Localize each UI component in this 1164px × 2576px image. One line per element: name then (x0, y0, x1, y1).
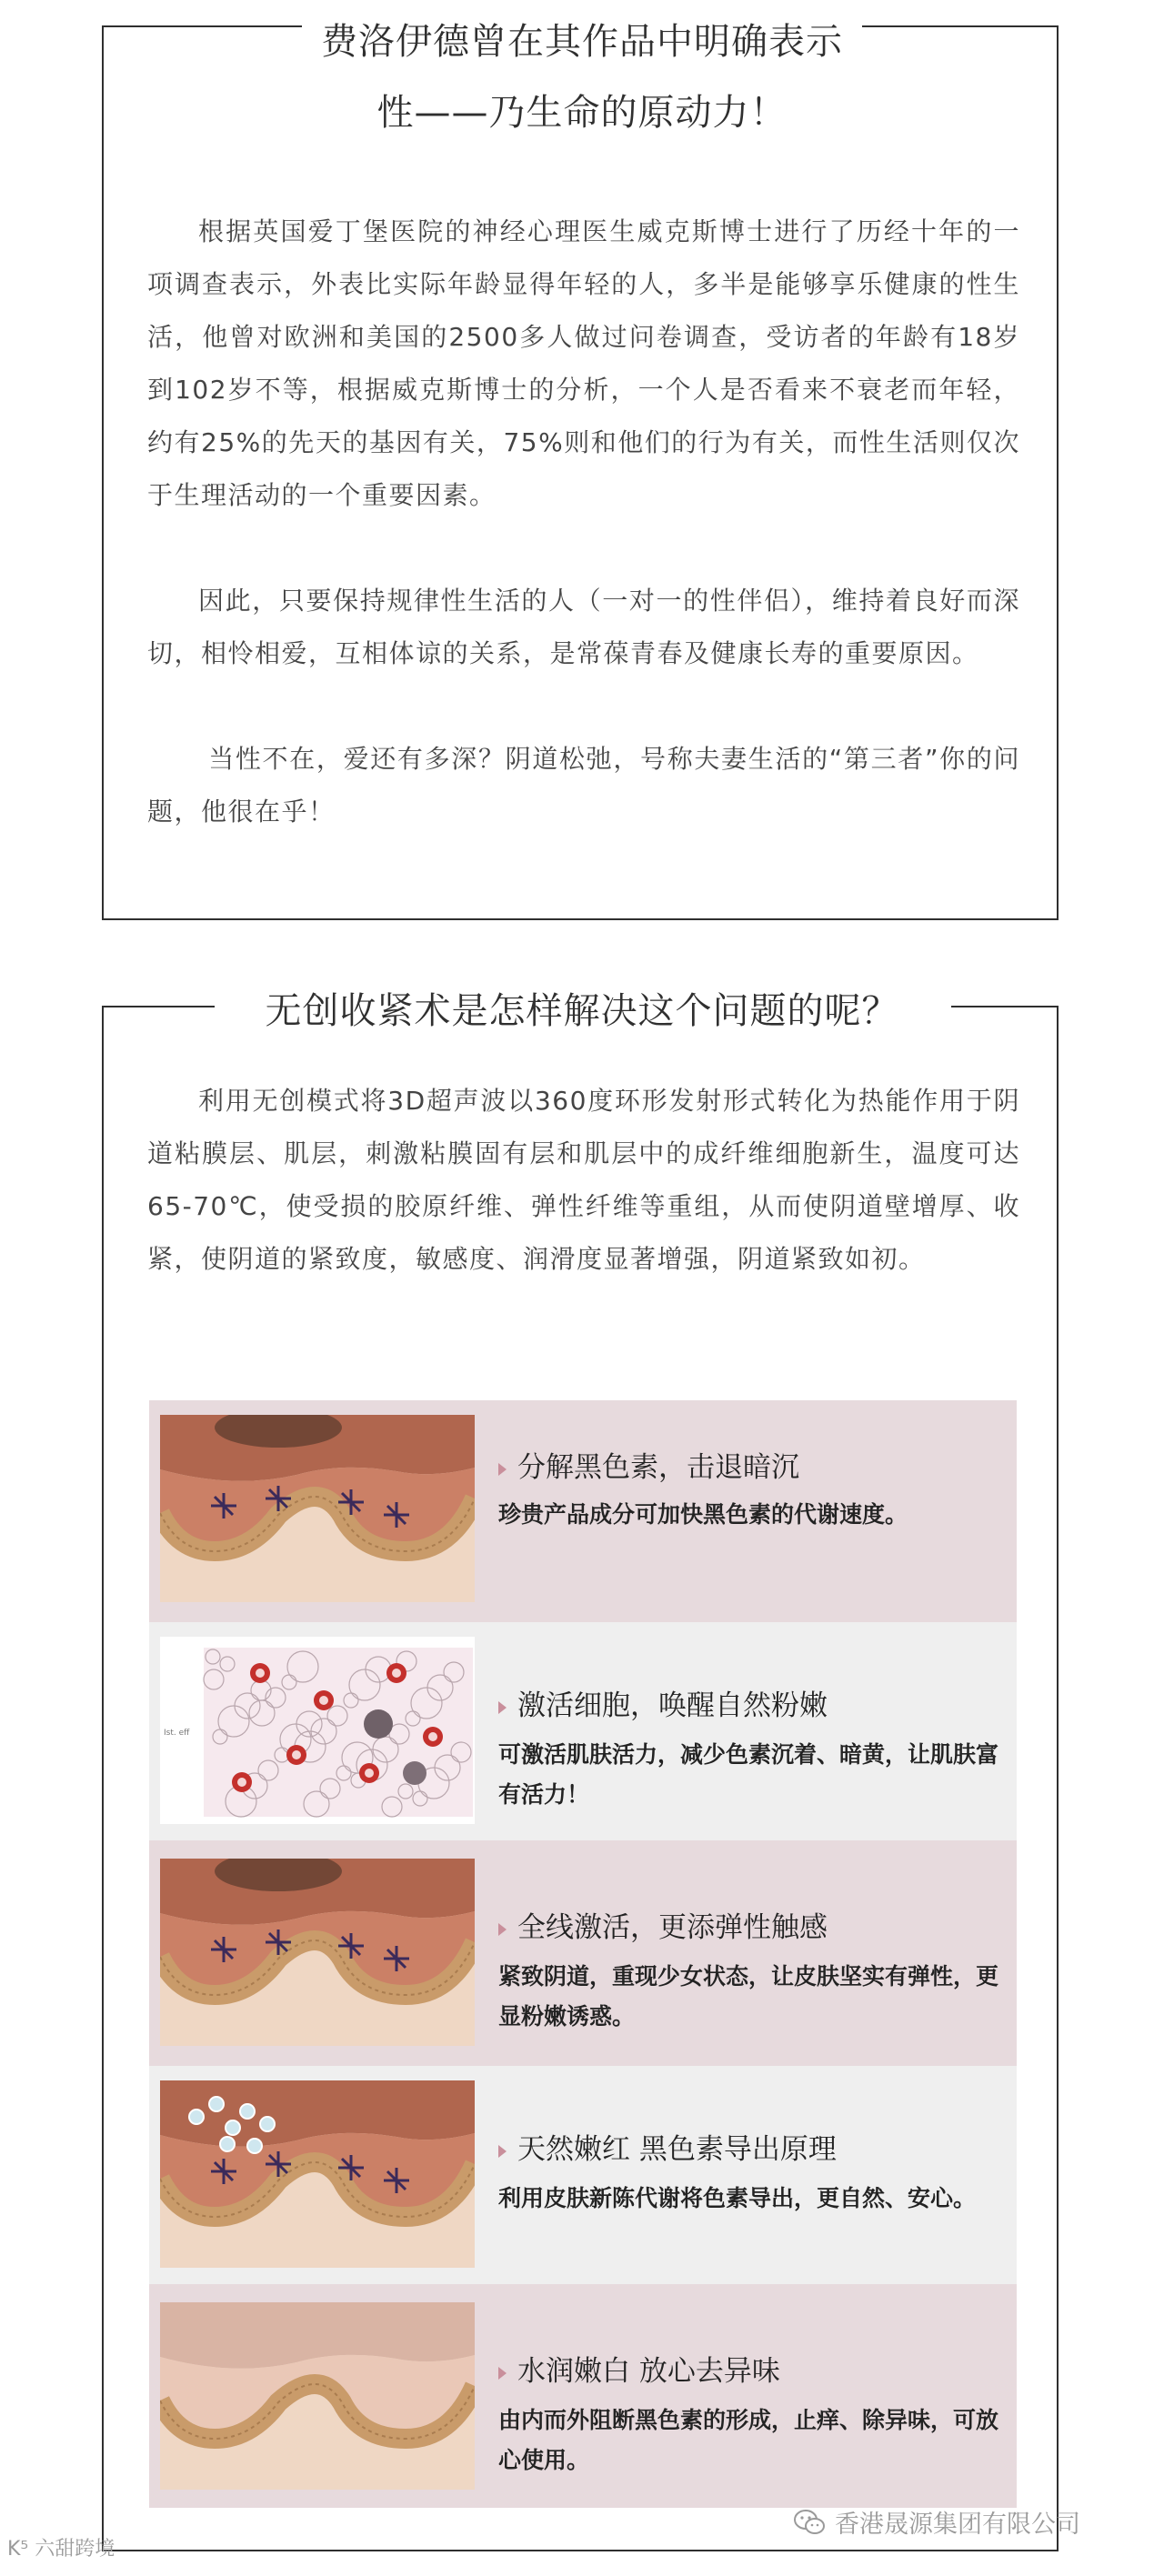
watermark-right (793, 2504, 1080, 2540)
feature-title (498, 2348, 780, 2389)
feature-description: 利用皮肤新陈代谢将色素导出，更自然、安心。 (498, 2185, 977, 2211)
feature-image (160, 1637, 475, 1824)
feature-title (498, 2126, 837, 2167)
feature-image (160, 1415, 475, 1602)
quote-paragraph-3: 当性不在，爱还有多深？阴道松弛，号称夫妻生活的“第三者”你的问题，他很在乎！ (147, 744, 1020, 827)
feature-title-text: 分解黑色素，击退暗沉 (517, 1451, 799, 1484)
feature-description: 可激活肌肤活力，减少色素沉着、暗黄，让肌肤富有活力！ (498, 1741, 999, 1808)
feature-title (498, 1682, 828, 1723)
feature-title (498, 1904, 828, 1945)
feature-title-text: 全线激活，更添弹性触感 (517, 1911, 828, 1944)
quote-heading-line2: 性——乃生命的原动力！ (376, 92, 788, 134)
feature-image (160, 1859, 475, 2046)
triangle-marker-icon (498, 1701, 507, 1714)
feature-title-text: 激活细胞，唤醒自然粉嫩 (517, 1689, 828, 1722)
triangle-marker-icon (498, 1923, 507, 1936)
method-heading: 无创收紧术是怎样解决这个问题的呢？ (265, 990, 899, 1032)
feature-panel (149, 1400, 1017, 2508)
feature-row (149, 2288, 1017, 2506)
feature-row (149, 1400, 1017, 1619)
feature-title (498, 1444, 799, 1485)
feature-image (160, 2080, 475, 2268)
feature-title-text: 水润嫩白 放心去异味 (517, 2355, 780, 2388)
svg-text:Ist. eff: Ist. eff (164, 1729, 190, 1738)
watermark-left: K⁵ 六甜跨境 (7, 2538, 115, 2561)
feature-description: 珍贵产品成分可加快黑色素的代谢速度。 (498, 1501, 908, 1528)
triangle-marker-icon (498, 2367, 507, 2380)
method-paragraph: 利用无创模式将3D超声波以360度环形发射形式转化为热能作用于阴道粘膜层、肌层，刺激粘膜固有层和肌层中的成纤维细胞新生，温度可达65-70℃，使受损的胶原纤维、弹性纤维等重组，从而使阴道壁增厚、收紧，使阴道的紧致度，敏感度、润滑度显著增强，阴道紧致如初。 (147, 1086, 1020, 1274)
quote-heading-line1: 费洛伊德曾在其作品中明确表示 (321, 21, 843, 63)
feature-row (149, 1844, 1017, 2062)
feature-row (149, 2066, 1017, 2284)
feature-description: 由内而外阻断黑色素的形成，止痒、除异味，可放心使用。 (498, 2407, 999, 2473)
feature-image (160, 2302, 475, 2490)
triangle-marker-icon (498, 1463, 507, 1476)
feature-description: 紧致阴道，重现少女状态，让皮肤坚实有弹性，更显粉嫩诱惑。 (498, 1963, 999, 2030)
triangle-marker-icon (498, 2145, 507, 2158)
quote-paragraph-2: 因此，只要保持规律性生活的人（一对一的性伴侣），维持着良好而深切，相怜相爱，互相体谅的关系，是常葆青春及健康长寿的重要原因。 (147, 586, 1020, 668)
wechat-icon (793, 2509, 826, 2536)
quote-paragraph-1: 根据英国爱丁堡医院的神经心理医生威克斯博士进行了历经十年的一项调查表示，外表比实际年龄显得年轻的人，多半是能够享乐健康的性生活，他曾对欧洲和美国的2500多人做过问卷调查，受访者的年龄有18岁到102岁不等，根据威克斯博士的分析，一个人是否看来不衰老而年轻，约有25%的先天的基因有关，75%则和他们的行为有关，而性生活则仅次于生理活动的一个重要因素。 (147, 216, 1020, 510)
feature-title-text: 天然嫩红 黑色素导出原理 (517, 2133, 837, 2166)
feature-row (149, 1622, 1017, 1840)
watermark-right-text: 香港晟源集团有限公司 (835, 2511, 1080, 2539)
